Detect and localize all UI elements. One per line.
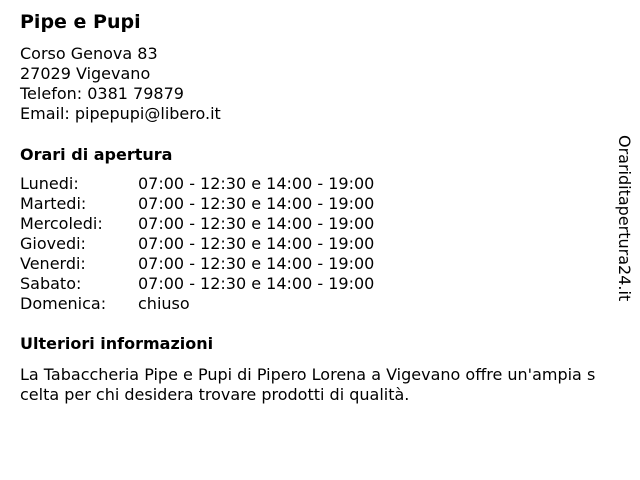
time-range: 07:00 - 12:30 e 14:00 - 19:00 <box>138 254 375 273</box>
address-city: 27029 Vigevano <box>20 64 151 83</box>
shop-name: Pipe e Pupi <box>20 11 141 33</box>
day-label: Mercoledi: <box>20 214 103 233</box>
day-label: Venerdi: <box>20 254 86 273</box>
additional-info-heading: Ulteriori informazioni <box>20 334 214 353</box>
time-range: 07:00 - 12:30 e 14:00 - 19:00 <box>138 274 375 293</box>
day-label: Domenica: <box>20 294 107 313</box>
time-range: 07:00 - 12:30 e 14:00 - 19:00 <box>138 214 375 233</box>
email-address: Email: pipepupi@libero.it <box>20 104 221 123</box>
day-label: Giovedi: <box>20 234 86 253</box>
additional-info-text: La Tabaccheria Pipe e Pupi di Pipero Lorena a Vigevano offre un'ampia scelta per chi desidera trovare prodotti di qualità. <box>20 365 596 404</box>
day-label: Lunedi: <box>20 174 79 193</box>
phone-number: Telefon: 0381 79879 <box>20 84 184 103</box>
time-range: 07:00 - 12:30 e 14:00 - 19:00 <box>138 234 375 253</box>
day-label: Martedi: <box>20 194 87 213</box>
time-range: 07:00 - 12:30 e 14:00 - 19:00 <box>138 194 375 213</box>
brand-watermark: Orariditapertura24.it <box>615 135 634 302</box>
opening-hours-heading: Orari di apertura <box>20 145 173 164</box>
time-range: 07:00 - 12:30 e 14:00 - 19:00 <box>138 174 375 193</box>
address-street: Corso Genova 83 <box>20 44 158 63</box>
time-range: chiuso <box>138 294 190 313</box>
day-label: Sabato: <box>20 274 82 293</box>
shop-contact <box>20 44 221 124</box>
